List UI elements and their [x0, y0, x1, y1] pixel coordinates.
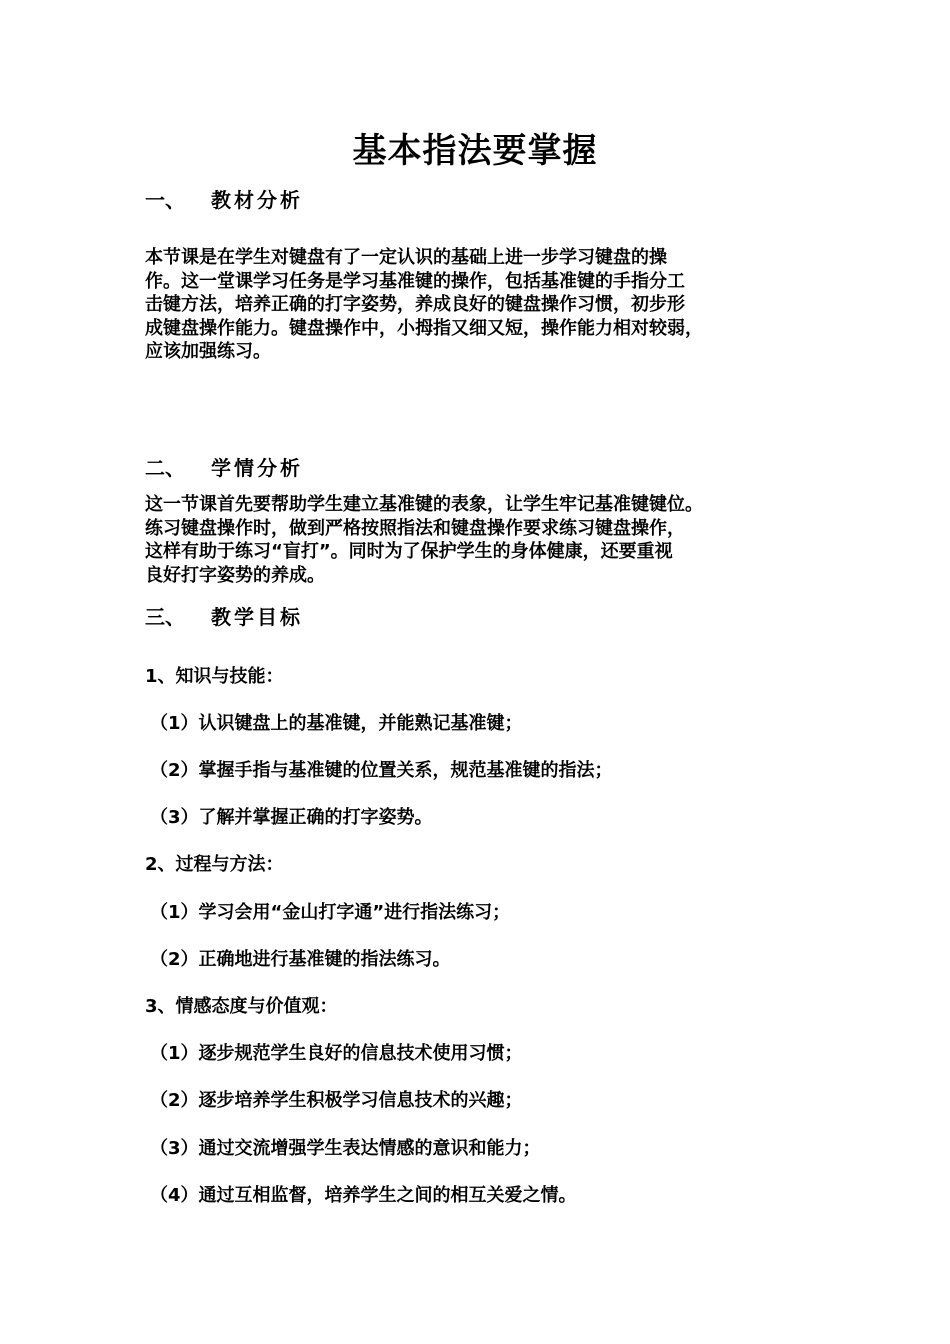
section-title: 学情分析	[211, 456, 303, 480]
goal-item: （4）通过互相监督，培养学生之间的相互关爱之情。	[150, 1185, 577, 1206]
goal-group-label: 1、知识与技能：	[145, 666, 284, 687]
goal-group-label: 2、过程与方法：	[145, 854, 284, 875]
goal-item: （2）掌握手指与基准键的位置关系，规范基准键的指法；	[150, 760, 613, 781]
goal-item: （2）逐步培养学生积极学习信息技术的兴趣；	[150, 1090, 523, 1111]
section-number: 三、	[145, 605, 185, 629]
goal-item: （3）通过交流增强学生表达情感的意识和能力；	[150, 1138, 541, 1159]
page-title: 基本指法要掌握	[352, 131, 598, 171]
paragraph-line: 这样有助于练习“盲打”。同时为了保护学生的身体健康，还要重视	[145, 541, 673, 562]
goal-item: （1）认识键盘上的基准键，并能熟记基准键；	[150, 713, 523, 734]
section-heading-textbook-analysis	[145, 186, 303, 214]
goal-item: （1）学习会用“金山打字通”进行指法练习；	[150, 902, 511, 923]
section-title: 教材分析	[211, 188, 303, 212]
paragraph-line: 这一节课首先要帮助学生建立基准键的表象，让学生牢记基准键键位。	[145, 494, 703, 515]
section-paragraph-textbook-analysis	[145, 246, 835, 364]
goal-group-label: 3、情感态度与价值观：	[145, 996, 338, 1017]
section-number: 一、	[145, 188, 185, 212]
paragraph-line: 练习键盘操作时，做到严格按照指法和键盘操作要求练习键盘操作，	[145, 517, 685, 539]
paragraph-line: 作。这一堂课学习任务是学习基准键的操作，包括基准键的手指分工	[145, 270, 685, 292]
section-heading-teaching-goals	[145, 603, 303, 631]
paragraph-line: 应该加强练习。	[145, 341, 271, 362]
paragraph-line: 本节课是在学生对键盘有了一定认识的基础上进一步学习键盘的操	[145, 247, 667, 268]
paragraph-line: 成键盘操作能力。键盘操作中，小拇指又细又短，操作能力相对较弱，	[145, 317, 703, 339]
goal-item: （3）了解并掌握正确的打字姿势。	[150, 807, 433, 828]
paragraph-line: 良好打字姿势的养成。	[145, 564, 325, 586]
section-number: 二、	[145, 456, 185, 480]
goal-item: （2）正确地进行基准键的指法练习。	[150, 949, 451, 970]
section-title: 教学目标	[211, 605, 303, 629]
paragraph-line: 击键方法，培养正确的打字姿势，养成良好的键盘操作习惯，初步形	[145, 294, 685, 315]
section-heading-learner-analysis	[145, 454, 303, 482]
goal-item: （1）逐步规范学生良好的信息技术使用习惯；	[150, 1043, 523, 1064]
section-paragraph-learner-analysis	[145, 493, 835, 587]
